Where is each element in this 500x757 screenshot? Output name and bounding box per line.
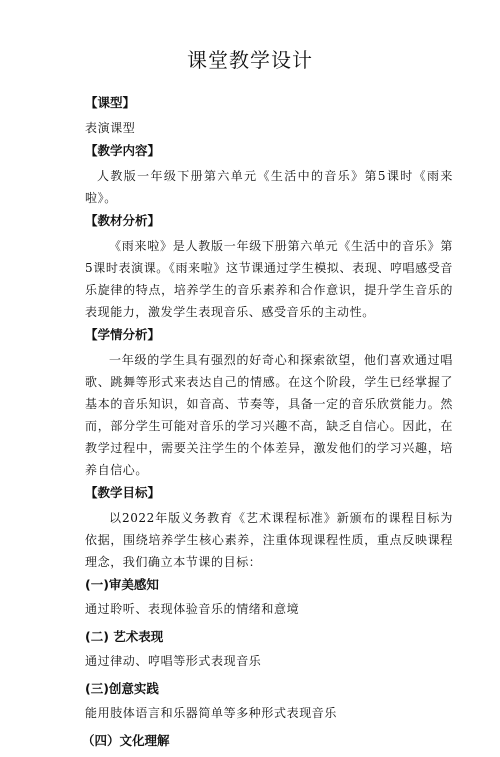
goal-item-label: （四）文化理解 [82, 733, 170, 748]
course-type-text: 表演课型 [85, 121, 136, 135]
goal-item-label: (二) 艺术表现 [85, 629, 164, 644]
section-heading-teaching-content: 【教学内容】 [85, 143, 161, 158]
goal-item-text: 通过律动、哼唱等形式表现音乐 [85, 654, 262, 668]
section-heading-textbook-analysis: 【教材分析】 [85, 213, 161, 228]
goal-item-text: 能用肢体语言和乐器简单等多种形式表现音乐 [85, 706, 338, 720]
textbook-analysis-text: 《雨来啦》是人教版一年级下册第六单元《生活中的音乐》第5课时表演课。《雨来啦》这节课通过学生模拟、表现、哼唱感受音乐旋律的特点，培养学生的音乐素养和合作意识，提升学生音乐的表现能力，激发学生表现音乐、感受音乐的主动性。 [85, 239, 453, 319]
document-body [82, 94, 453, 757]
section-heading-student-analysis: 【学情分析】 [85, 327, 161, 342]
goal-item-label: (三)创意实践 [85, 681, 159, 696]
document-title: 课堂教学设计 [187, 48, 313, 72]
goal-item-label: (一)审美感知 [85, 577, 159, 592]
student-analysis-text: 一年级的学生具有强烈的好奇心和探索欲望，他们喜欢通过唱歌、跳舞等形式来表达自己的情感。在这个阶段，学生已经掌握了基本的音乐知识，如音高、节奏等，具备一定的音乐欣赏能力。然而，部分学生可能对音乐的学习兴趣不高，缺乏自信心。因此，在教学过程中，需要关注学生的个体差异，激发他们的学习兴趣，培养自信心。 [85, 353, 453, 477]
teaching-goals-intro: 以2022年版义务教育《艺术课程标准》新颁布的课程目标为依据，围绕培养学生核心素养，注重体现课程性质，重点反映课程理念，我们确立本节课的目标： [85, 511, 453, 569]
section-heading-teaching-goals: 【教学目标】 [85, 485, 161, 500]
goal-item-text: 通过聆听、表现体验音乐的情绪和意境 [85, 602, 300, 616]
section-heading-course-type: 【课型】 [85, 95, 136, 110]
teaching-content-text: 人教版一年级下册第六单元《生活中的音乐》第5课时《雨来啦》。 [85, 169, 453, 205]
